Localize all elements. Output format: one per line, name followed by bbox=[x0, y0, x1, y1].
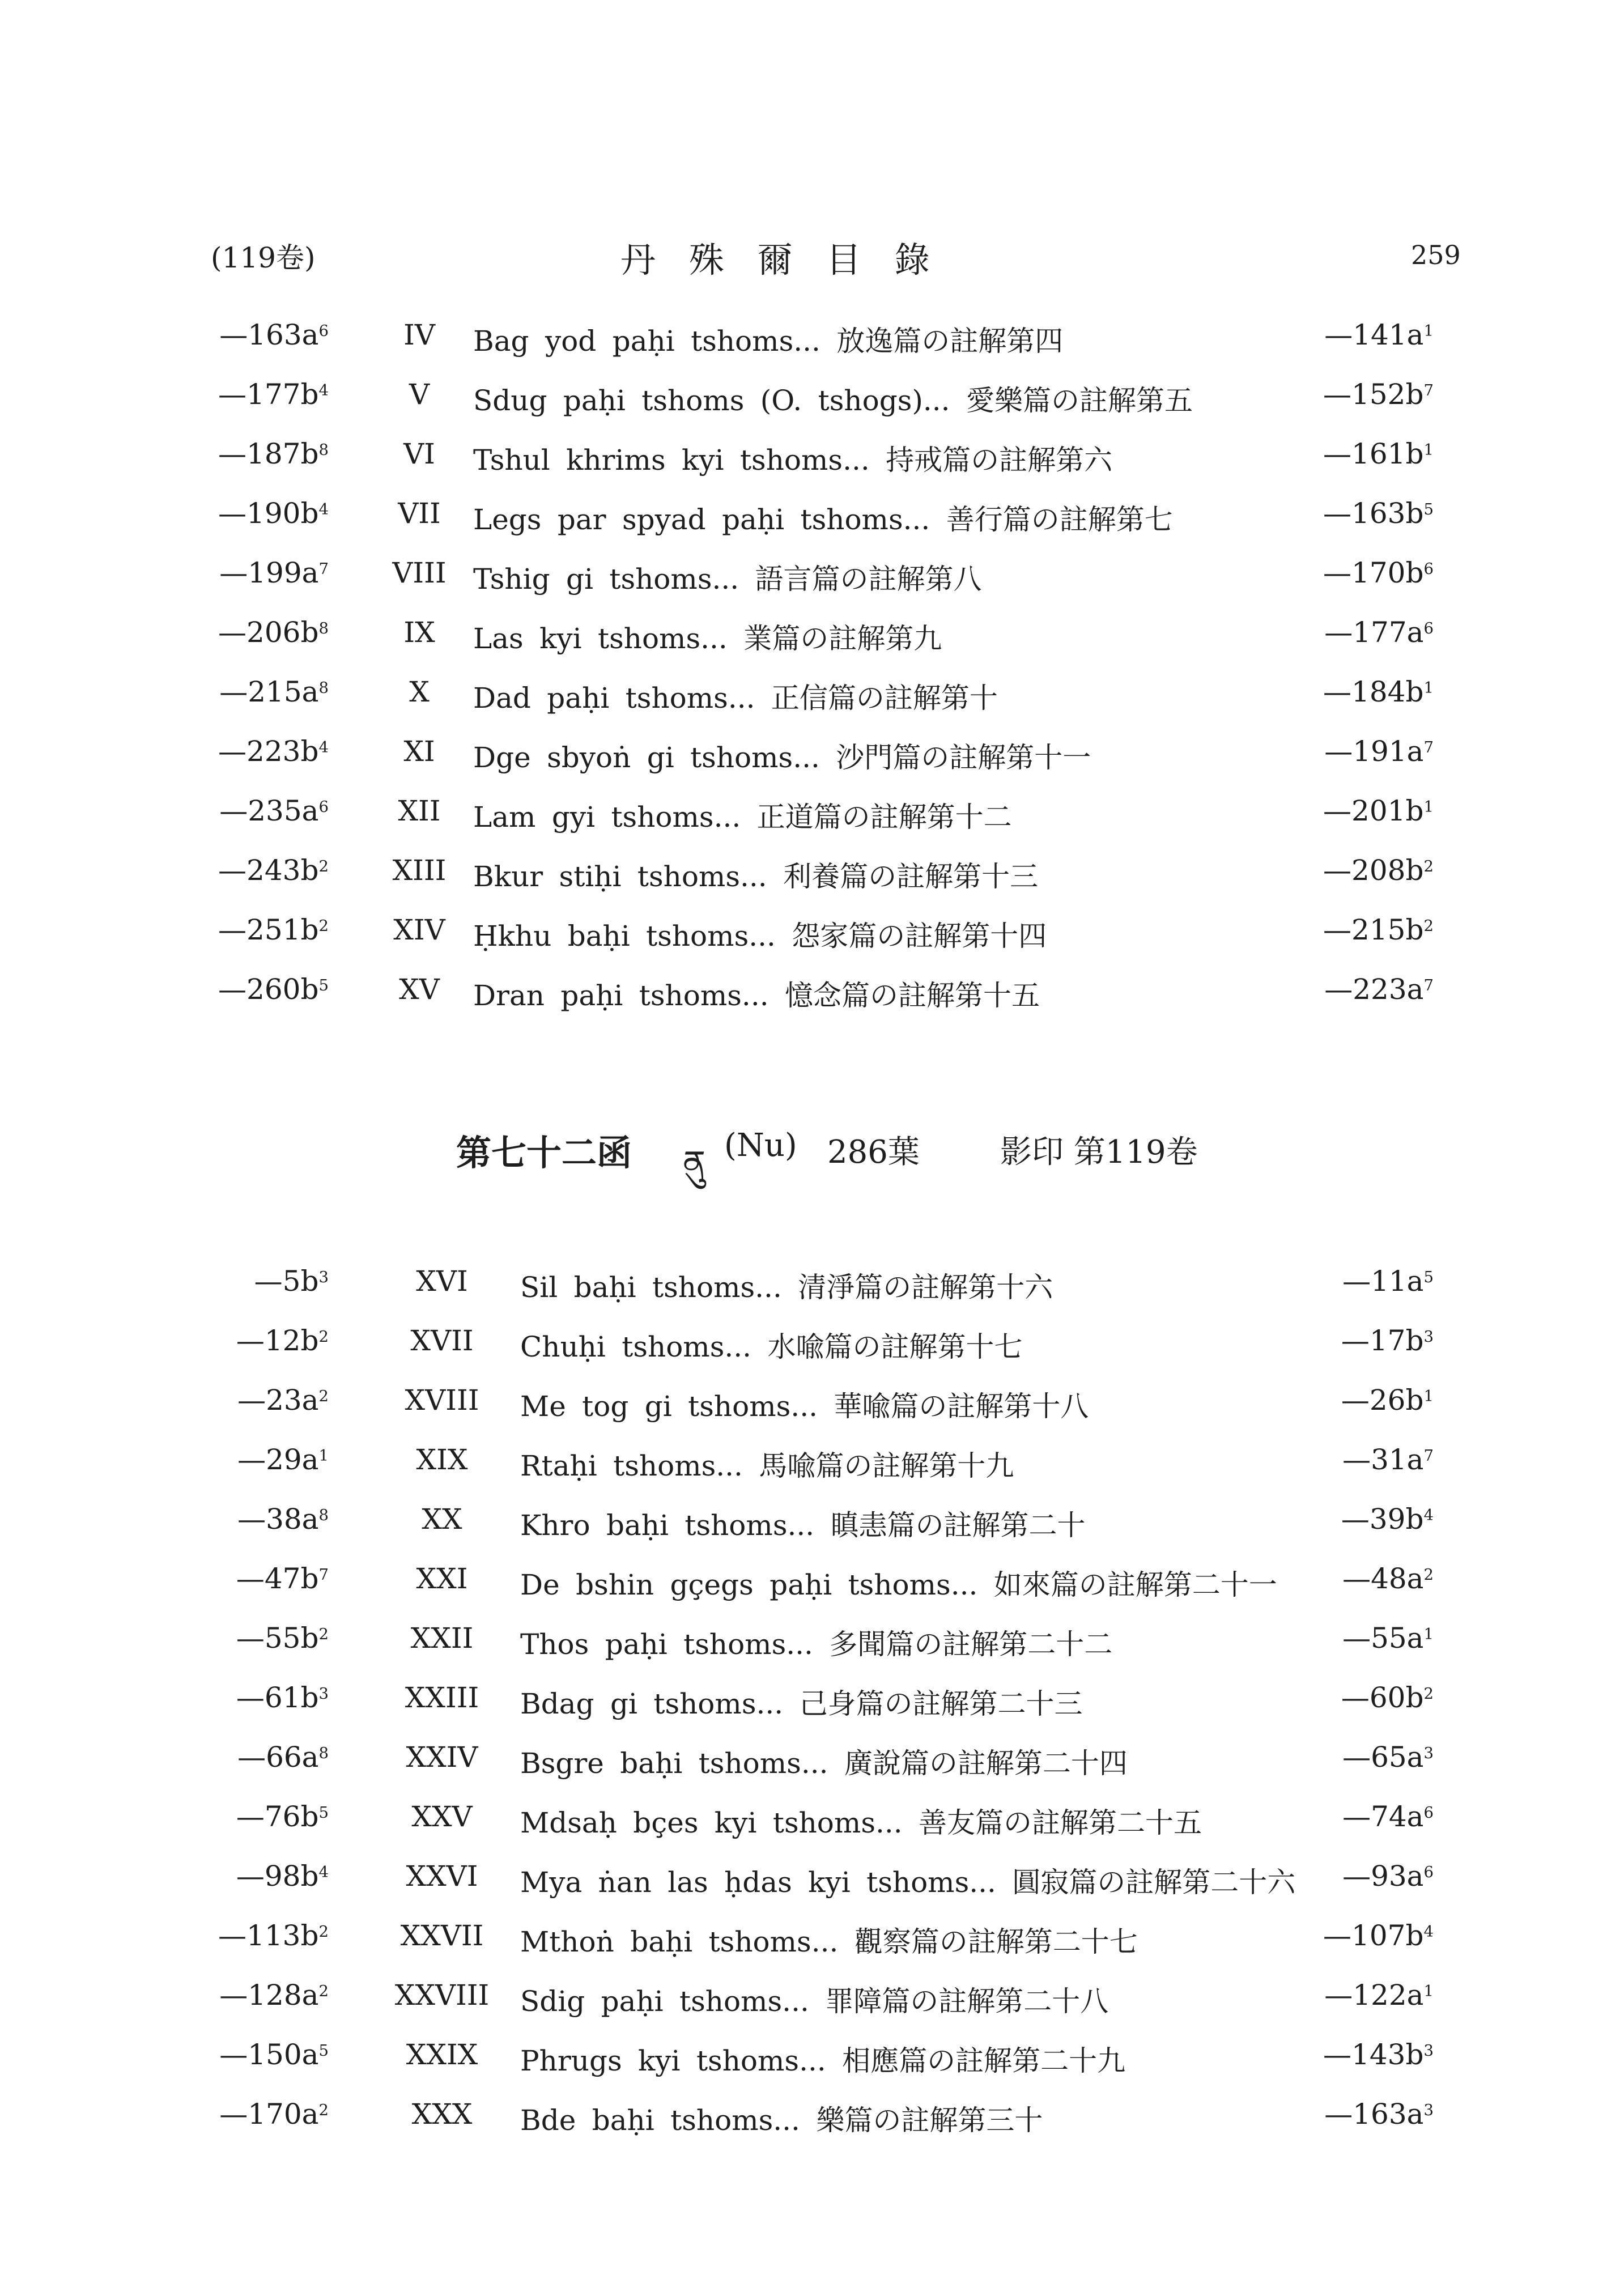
end-line: 4 bbox=[1423, 1506, 1434, 1524]
chapter-number: XIX bbox=[416, 1443, 468, 1476]
list-item bbox=[0, 735, 1624, 794]
chapter-title: Lam gyi tshoms... 正道篇の註解第十二 bbox=[473, 801, 1012, 834]
end-folio bbox=[1292, 1800, 1434, 1833]
end-folio bbox=[1292, 1324, 1434, 1357]
chapter-number: XXIX bbox=[406, 2038, 478, 2071]
start-folio-value: —206b bbox=[218, 616, 319, 649]
chapter-number: XVII bbox=[410, 1324, 474, 1357]
section-1-list bbox=[0, 318, 1624, 1032]
end-folio bbox=[1292, 735, 1434, 768]
page-header bbox=[0, 235, 1624, 286]
chapter-title: Ḥkhu baḥi tshoms... 怨家篇の註解第十四 bbox=[473, 920, 1047, 953]
list-item bbox=[0, 2098, 1624, 2157]
start-line: 7 bbox=[318, 559, 329, 578]
end-folio bbox=[1292, 1919, 1434, 1952]
start-folio-value: —98b bbox=[236, 1860, 319, 1893]
list-item bbox=[0, 1919, 1624, 1979]
chapter-number: XI bbox=[403, 735, 435, 768]
chapter-title: Bag yod paḥi tshoms... 放逸篇の註解第四 bbox=[473, 325, 1064, 358]
start-folio-value: —12b bbox=[236, 1324, 319, 1357]
start-line: 4 bbox=[318, 500, 329, 518]
chapter-number: XV bbox=[399, 973, 440, 1006]
start-folio-value: —61b bbox=[236, 1681, 319, 1714]
end-folio bbox=[1292, 318, 1434, 351]
end-folio bbox=[1292, 794, 1434, 827]
list-item bbox=[0, 794, 1624, 854]
end-folio bbox=[1292, 913, 1434, 946]
end-line: 6 bbox=[1423, 559, 1434, 578]
end-folio bbox=[1292, 973, 1434, 1006]
chapter-title: De bshin gçegs paḥi tshoms... 如來篇の註解第二十一 bbox=[520, 1568, 1277, 1601]
chapter-title: Tshul khrims kyi tshoms... 持戒篇の註解第六 bbox=[473, 444, 1113, 477]
end-folio-value: —177a bbox=[1324, 616, 1424, 649]
list-item bbox=[0, 1741, 1624, 1800]
end-line: 7 bbox=[1423, 738, 1434, 756]
start-line: 5 bbox=[318, 976, 329, 994]
list-item bbox=[0, 497, 1624, 556]
start-line: 2 bbox=[318, 1387, 329, 1405]
end-folio bbox=[1292, 497, 1434, 530]
start-folio bbox=[187, 556, 329, 589]
chapter-number: XVIII bbox=[405, 1384, 479, 1417]
start-line: 2 bbox=[318, 2101, 329, 2119]
end-folio-value: —48a bbox=[1342, 1562, 1424, 1595]
start-folio-value: —150a bbox=[219, 2038, 319, 2071]
start-line: 6 bbox=[318, 797, 329, 816]
end-folio-value: —201b bbox=[1323, 794, 1424, 827]
list-item bbox=[0, 675, 1624, 735]
list-item bbox=[0, 1860, 1624, 1919]
start-folio bbox=[187, 2038, 329, 2071]
start-folio bbox=[187, 913, 329, 946]
end-line: 3 bbox=[1423, 1327, 1434, 1346]
start-folio-value: —251b bbox=[218, 913, 319, 946]
start-folio-value: —199a bbox=[219, 556, 319, 589]
list-item bbox=[0, 973, 1624, 1032]
start-line: 2 bbox=[318, 1327, 329, 1346]
list-item bbox=[0, 913, 1624, 973]
leaf-count: 286葉 bbox=[827, 1134, 920, 1171]
page-title: 丹殊爾目錄 bbox=[620, 239, 963, 280]
start-line: 3 bbox=[318, 1268, 329, 1286]
end-line: 6 bbox=[1423, 1863, 1434, 1881]
start-line: 8 bbox=[318, 619, 329, 637]
end-line: 6 bbox=[1423, 619, 1434, 637]
start-folio-value: —223b bbox=[218, 735, 319, 768]
start-line: 5 bbox=[318, 1803, 329, 1822]
start-folio-value: —170a bbox=[219, 2098, 319, 2131]
start-line: 2 bbox=[318, 857, 329, 875]
start-folio-value: —29a bbox=[237, 1443, 319, 1476]
start-folio bbox=[187, 1979, 329, 2012]
end-line: 1 bbox=[1423, 678, 1434, 697]
list-item bbox=[0, 1443, 1624, 1503]
start-line: 6 bbox=[318, 321, 329, 340]
chapter-number: XII bbox=[398, 794, 441, 827]
list-item bbox=[0, 1622, 1624, 1681]
end-folio bbox=[1292, 378, 1434, 411]
start-folio-value: —5b bbox=[254, 1265, 319, 1298]
start-folio bbox=[187, 616, 329, 649]
start-folio bbox=[187, 1384, 329, 1417]
chapter-title: Chuḥi tshoms... 水喩篇の註解第十七 bbox=[520, 1330, 1023, 1363]
chapter-title: Bkur stiḥi tshoms... 利養篇の註解第十三 bbox=[473, 860, 1039, 893]
chapter-number: VII bbox=[398, 497, 441, 530]
chapter-number: XXVI bbox=[406, 1860, 478, 1893]
start-folio bbox=[187, 1741, 329, 1774]
start-folio-value: —190b bbox=[218, 497, 319, 530]
start-folio bbox=[187, 1681, 329, 1714]
end-folio-value: —215b bbox=[1323, 913, 1424, 946]
end-line: 1 bbox=[1423, 797, 1434, 816]
chapter-number: IX bbox=[403, 616, 435, 649]
start-line: 4 bbox=[318, 1863, 329, 1881]
list-item bbox=[0, 556, 1624, 616]
start-folio bbox=[187, 1265, 329, 1298]
list-item bbox=[0, 1681, 1624, 1741]
start-line: 2 bbox=[318, 1982, 329, 2000]
end-folio-value: —65a bbox=[1342, 1741, 1424, 1774]
end-folio-value: —74a bbox=[1342, 1800, 1424, 1833]
list-item bbox=[0, 854, 1624, 913]
start-folio-value: —113b bbox=[218, 1919, 319, 1952]
end-folio-value: —93a bbox=[1342, 1860, 1424, 1893]
chapter-title: Sil baḥi tshoms... 清淨篇の註解第十六 bbox=[520, 1271, 1053, 1304]
list-item bbox=[0, 437, 1624, 497]
end-line: 4 bbox=[1423, 1922, 1434, 1941]
end-folio-value: —143b bbox=[1323, 2038, 1424, 2071]
end-folio-value: —161b bbox=[1323, 437, 1424, 470]
end-folio bbox=[1292, 556, 1434, 589]
chapter-number: V bbox=[409, 378, 430, 411]
chapter-number: XXVII bbox=[400, 1919, 484, 1952]
end-line: 3 bbox=[1423, 2101, 1434, 2119]
chapter-title: Legs par spyad paḥi tshoms... 善行篇の註解第七 bbox=[473, 503, 1173, 536]
end-folio-value: —122a bbox=[1324, 1979, 1424, 2012]
list-item bbox=[0, 1562, 1624, 1622]
end-folio-value: —170b bbox=[1323, 556, 1424, 589]
tibetan-letter: ནུ bbox=[683, 1143, 706, 1183]
start-line: 2 bbox=[318, 1625, 329, 1643]
end-folio bbox=[1292, 1681, 1434, 1714]
start-folio-value: —23a bbox=[237, 1384, 319, 1417]
start-line: 3 bbox=[318, 1684, 329, 1703]
start-folio bbox=[187, 1562, 329, 1595]
end-folio-value: —223a bbox=[1324, 973, 1424, 1006]
list-item bbox=[0, 1503, 1624, 1562]
list-item bbox=[0, 1265, 1624, 1324]
chapter-title: Sdig paḥi tshoms... 罪障篇の註解第二十八 bbox=[520, 1985, 1109, 2018]
end-folio-value: —60b bbox=[1341, 1681, 1424, 1714]
end-folio bbox=[1292, 854, 1434, 887]
case-label: 第七十二函 bbox=[456, 1132, 632, 1173]
chapter-title: Mya ṅan las ḥdas kyi tshoms... 圓寂篇の註解第二十六 bbox=[520, 1866, 1296, 1899]
start-folio bbox=[187, 1919, 329, 1952]
list-item bbox=[0, 1384, 1624, 1443]
list-item bbox=[0, 1800, 1624, 1860]
end-folio-value: —163a bbox=[1324, 2098, 1424, 2131]
volume-label: (119卷) bbox=[211, 241, 316, 274]
start-line: 8 bbox=[318, 1506, 329, 1524]
start-folio bbox=[187, 378, 329, 411]
start-folio-value: —215a bbox=[219, 675, 319, 708]
end-line: 6 bbox=[1423, 1803, 1434, 1822]
start-folio-value: —243b bbox=[218, 854, 319, 887]
start-line: 1 bbox=[318, 1446, 329, 1465]
start-folio-value: —38a bbox=[237, 1503, 319, 1536]
end-folio bbox=[1292, 1265, 1434, 1298]
chapter-number: XXIV bbox=[406, 1741, 478, 1774]
end-folio-value: —141a bbox=[1324, 318, 1424, 351]
start-folio bbox=[187, 794, 329, 827]
start-folio bbox=[187, 497, 329, 530]
chapter-title: Dad paḥi tshoms... 正信篇の註解第十 bbox=[473, 682, 998, 715]
start-folio bbox=[187, 1443, 329, 1476]
start-folio-value: —47b bbox=[236, 1562, 319, 1595]
section-heading bbox=[0, 1125, 1624, 1183]
start-line: 7 bbox=[318, 1565, 329, 1584]
chapter-title: Rtaḥi tshoms... 馬喩篇の註解第十九 bbox=[520, 1449, 1014, 1482]
facsimile-volume: 影印 第119卷 bbox=[1000, 1134, 1198, 1171]
start-folio-value: —66a bbox=[237, 1741, 319, 1774]
start-folio-value: —128a bbox=[219, 1979, 319, 2012]
chapter-number: IV bbox=[403, 318, 435, 351]
end-line: 2 bbox=[1423, 857, 1434, 875]
start-folio-value: —55b bbox=[236, 1622, 319, 1655]
chapter-title: Sdug paḥi tshoms (O. tshogs)... 愛樂篇の註解第五 bbox=[473, 384, 1193, 417]
end-folio-value: —191a bbox=[1324, 735, 1424, 768]
end-folio bbox=[1292, 1562, 1434, 1595]
end-folio-value: —208b bbox=[1323, 854, 1424, 887]
start-folio bbox=[187, 675, 329, 708]
end-folio bbox=[1292, 1443, 1434, 1476]
start-folio-value: —177b bbox=[218, 378, 319, 411]
start-line: 2 bbox=[318, 1922, 329, 1941]
start-folio-value: —260b bbox=[218, 973, 319, 1006]
end-folio bbox=[1292, 616, 1434, 649]
start-folio bbox=[187, 735, 329, 768]
chapter-number: XXII bbox=[410, 1622, 474, 1655]
chapter-title: Mdsaḥ bçes kyi tshoms... 善友篇の註解第二十五 bbox=[520, 1806, 1202, 1839]
end-line: 5 bbox=[1423, 500, 1434, 518]
end-line: 7 bbox=[1423, 381, 1434, 399]
chapter-title: Thos paḥi tshoms... 多聞篇の註解第二十二 bbox=[520, 1628, 1113, 1661]
end-line: 1 bbox=[1423, 1387, 1434, 1405]
chapter-title: Phrugs kyi tshoms... 相應篇の註解第二十九 bbox=[520, 2044, 1126, 2077]
start-line: 8 bbox=[318, 440, 329, 459]
list-item bbox=[0, 2038, 1624, 2098]
start-folio bbox=[187, 1324, 329, 1357]
start-folio bbox=[187, 1860, 329, 1893]
start-line: 4 bbox=[318, 381, 329, 399]
end-folio-value: —55a bbox=[1342, 1622, 1424, 1655]
chapter-number: VI bbox=[403, 437, 435, 470]
end-line: 7 bbox=[1423, 976, 1434, 994]
end-folio-value: —107b bbox=[1323, 1919, 1424, 1952]
list-item bbox=[0, 1979, 1624, 2038]
chapter-title: Me tog gi tshoms... 華喩篇の註解第十八 bbox=[520, 1390, 1089, 1423]
end-folio bbox=[1292, 2038, 1434, 2071]
chapter-title: Bde baḥi tshoms... 樂篇の註解第三十 bbox=[520, 2104, 1043, 2137]
chapter-number: X bbox=[409, 675, 430, 708]
start-folio bbox=[187, 973, 329, 1006]
start-line: 8 bbox=[318, 1744, 329, 1762]
start-folio-value: —187b bbox=[218, 437, 319, 470]
start-folio bbox=[187, 854, 329, 887]
chapter-title: Dge sbyoṅ gi tshoms... 沙門篇の註解第十一 bbox=[473, 741, 1091, 774]
chapter-title: Khro baḥi tshoms... 瞋恚篇の註解第二十 bbox=[520, 1509, 1086, 1542]
list-item bbox=[0, 318, 1624, 378]
chapter-number: XIV bbox=[393, 913, 445, 946]
end-folio-value: —152b bbox=[1323, 378, 1424, 411]
section-2-list bbox=[0, 1265, 1624, 2157]
start-folio bbox=[187, 318, 329, 351]
list-item bbox=[0, 616, 1624, 675]
start-folio bbox=[187, 2098, 329, 2131]
end-folio bbox=[1292, 437, 1434, 470]
end-line: 5 bbox=[1423, 1268, 1434, 1286]
chapter-number: XXI bbox=[416, 1562, 468, 1595]
end-folio-value: —184b bbox=[1323, 675, 1424, 708]
chapter-number: XXVIII bbox=[394, 1979, 490, 2012]
chapter-number: XX bbox=[422, 1503, 462, 1536]
end-folio bbox=[1292, 1622, 1434, 1655]
end-line: 1 bbox=[1423, 1982, 1434, 2000]
chapter-title: Mthoṅ baḥi tshoms... 觀察篇の註解第二十七 bbox=[520, 1925, 1138, 1958]
start-line: 4 bbox=[318, 738, 329, 756]
start-line: 8 bbox=[318, 678, 329, 697]
end-line: 1 bbox=[1423, 321, 1434, 340]
end-line: 3 bbox=[1423, 1744, 1434, 1762]
end-line: 3 bbox=[1423, 2041, 1434, 2060]
case-name: (Nu) bbox=[724, 1127, 797, 1164]
chapter-number: XXX bbox=[411, 2098, 473, 2131]
end-line: 7 bbox=[1423, 1446, 1434, 1465]
chapter-number: XXV bbox=[411, 1800, 473, 1833]
end-folio bbox=[1292, 1741, 1434, 1774]
start-folio bbox=[187, 1503, 329, 1536]
chapter-title: Las kyi tshoms... 業篇の註解第九 bbox=[473, 622, 942, 655]
end-line: 2 bbox=[1423, 1684, 1434, 1703]
chapter-number: XVI bbox=[416, 1265, 468, 1298]
start-folio-value: —235a bbox=[219, 794, 319, 827]
end-folio-value: —17b bbox=[1341, 1324, 1424, 1357]
start-folio bbox=[187, 1800, 329, 1833]
start-folio bbox=[187, 1622, 329, 1655]
start-line: 2 bbox=[318, 916, 329, 935]
chapter-title: Bdag gi tshoms... 己身篇の註解第二十三 bbox=[520, 1687, 1083, 1720]
end-line: 1 bbox=[1423, 1625, 1434, 1643]
start-line: 5 bbox=[318, 2041, 329, 2060]
end-folio-value: —26b bbox=[1341, 1384, 1424, 1417]
list-item bbox=[0, 378, 1624, 437]
start-folio bbox=[187, 437, 329, 470]
end-folio bbox=[1292, 1503, 1434, 1536]
end-folio-value: —163b bbox=[1323, 497, 1424, 530]
chapter-title: Dran paḥi tshoms... 憶念篇の註解第十五 bbox=[473, 979, 1040, 1012]
start-folio-value: —76b bbox=[236, 1800, 319, 1833]
chapter-number: VIII bbox=[392, 556, 447, 589]
chapter-number: XIII bbox=[392, 854, 447, 887]
end-folio-value: —11a bbox=[1342, 1265, 1424, 1298]
end-folio bbox=[1292, 1384, 1434, 1417]
end-line: 1 bbox=[1423, 440, 1434, 459]
chapter-title: Tshig gi tshoms... 語言篇の註解第八 bbox=[473, 563, 982, 596]
end-folio-value: —31a bbox=[1342, 1443, 1424, 1476]
end-folio-value: —39b bbox=[1341, 1503, 1424, 1536]
end-folio bbox=[1292, 1860, 1434, 1893]
end-folio bbox=[1292, 2098, 1434, 2131]
end-line: 2 bbox=[1423, 916, 1434, 935]
end-line: 2 bbox=[1423, 1565, 1434, 1584]
list-item bbox=[0, 1324, 1624, 1384]
start-folio-value: —163a bbox=[219, 318, 319, 351]
page-number: 259 bbox=[1411, 240, 1461, 270]
chapter-title: Bsgre baḥi tshoms... 廣說篇の註解第二十四 bbox=[520, 1747, 1128, 1780]
chapter-number: XXIII bbox=[405, 1681, 479, 1714]
end-folio bbox=[1292, 675, 1434, 708]
end-folio bbox=[1292, 1979, 1434, 2012]
